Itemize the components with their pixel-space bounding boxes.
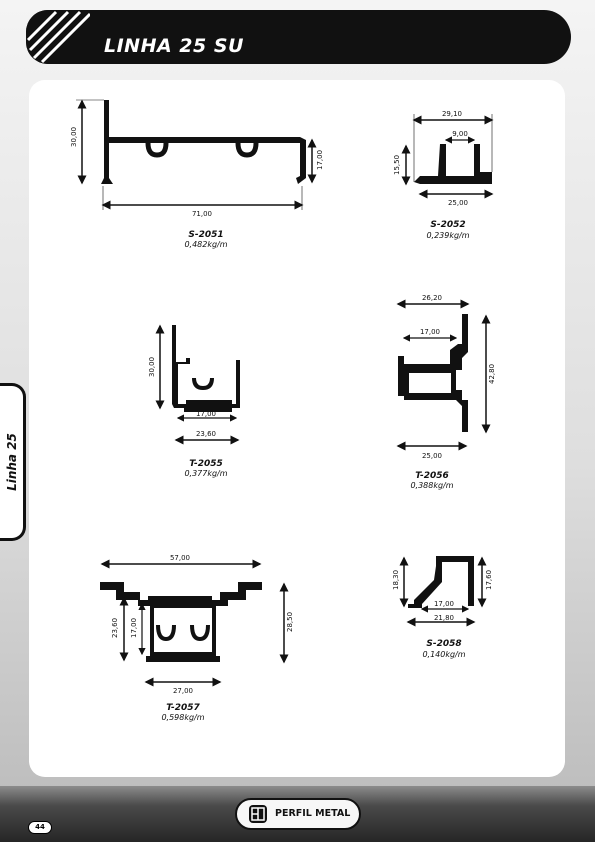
- profile-t2056: [398, 294, 496, 490]
- t2057-dim-left-inner: 17,00: [130, 617, 138, 639]
- s2052-code: S-2052: [430, 220, 466, 230]
- brand-logo-icon: [249, 805, 267, 823]
- t2055-dim-inner: 17,00: [195, 410, 217, 418]
- s2052-weight: 0,239kg/m: [426, 231, 470, 240]
- s2051-dim-inner: 17,00: [316, 149, 324, 171]
- brand-badge: [235, 798, 361, 830]
- t2055-code: T-2055: [189, 459, 223, 469]
- t2056-dim-bottom: 25,00: [421, 452, 443, 460]
- t2056-dim-top: 26,20: [421, 294, 443, 302]
- profile-s2051: [70, 100, 324, 249]
- t2057-dim-bottom: 27,00: [172, 687, 194, 695]
- brand-name: PERFIL METAL: [275, 808, 351, 819]
- profile-s2052: [393, 110, 492, 240]
- profile-t2057: [100, 554, 294, 722]
- s2058-code: S-2058: [426, 639, 462, 649]
- s2052-dim-top: 29,10: [441, 110, 463, 118]
- s2058-weight: 0,140kg/m: [422, 650, 466, 659]
- s2058-dim-inner: 17,00: [433, 600, 455, 608]
- t2055-dim-width: 23,60: [195, 430, 217, 438]
- s2051-dim-height: 30,00: [70, 126, 78, 148]
- t2057-code: T-2057: [166, 703, 200, 713]
- s2051-dim-width: 71,00: [191, 210, 213, 218]
- profile-s2052-shape: [414, 144, 492, 184]
- s2052-dim-height: 15,50: [393, 154, 401, 176]
- t2056-code: T-2056: [415, 471, 449, 481]
- footer-bar: [0, 786, 595, 842]
- t2056-weight: 0,388kg/m: [410, 481, 454, 490]
- s2052-dim-bottom: 25,00: [447, 199, 469, 207]
- side-tab-label: Linha 25: [4, 433, 19, 491]
- s2058-dim-right: 17,60: [485, 569, 493, 591]
- s2052-dim-inner: 9,00: [452, 130, 468, 138]
- profile-s2051-shape: [101, 100, 306, 184]
- profile-s2058: [392, 556, 493, 659]
- t2055-weight: 0,377kg/m: [184, 469, 228, 478]
- t2057-dim-left-outer: 23,60: [111, 617, 119, 639]
- page-title: LINHA 25 SU: [104, 35, 244, 57]
- s2051-weight: 0,482kg/m: [184, 240, 228, 249]
- s2058-dim-left: 18,30: [392, 569, 400, 591]
- t2056-dim-inner: 17,00: [419, 328, 441, 336]
- t2056-dim-height: 42,80: [488, 363, 496, 385]
- t2055-dim-height: 30,00: [148, 356, 156, 378]
- t2057-dim-right: 28,50: [286, 611, 294, 633]
- profile-t2055-shape: [172, 325, 240, 412]
- t2057-weight: 0,598kg/m: [161, 713, 205, 722]
- page-number: 44: [28, 821, 52, 834]
- t2057-dim-top: 57,00: [169, 554, 191, 562]
- s2058-dim-bottom: 21,80: [433, 614, 455, 622]
- profile-t2055: [148, 325, 240, 478]
- s2051-code: S-2051: [188, 230, 224, 240]
